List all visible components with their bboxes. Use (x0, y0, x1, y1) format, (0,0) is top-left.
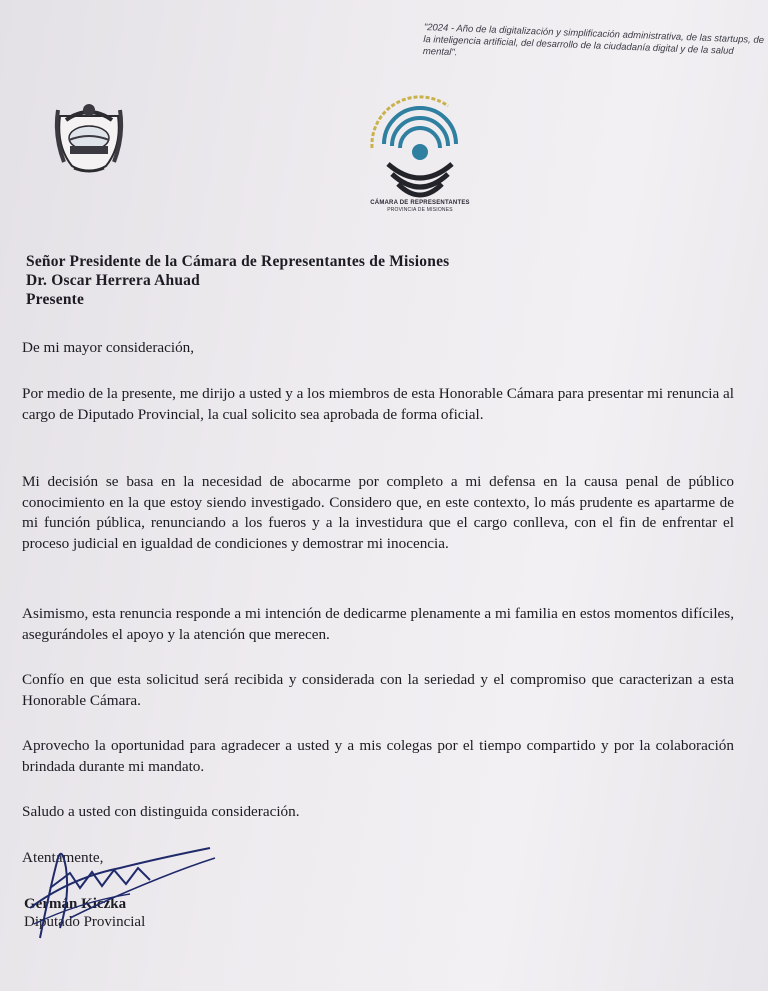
paragraph-1: Por medio de la presente, me dirijo a usted y a los miembros de esta Honorable Cámara para presentar mi renuncia al cargo de Diputado Provincial, la cual solicito sea aprobada de forma oficial. (22, 385, 734, 423)
chamber-logo-caption (352, 200, 488, 213)
signatory-role: Diputado Provincial (24, 914, 146, 930)
regards: Atentamente, (22, 849, 104, 866)
paragraph-2: Mi decisión se basa en la necesidad de abocarme por completo a mi defensa en la causa penal de público conocimiento en la que estoy siendo investigado. Considero que, en este contexto, lo más prudente es apartarme de mi función pública, renunciando a los fueros y a la investidura que el cargo conlleva, con el fin de enfrentar el proceso judicial en igualdad de condiciones y demostrar mi inocencia. (22, 473, 734, 552)
closing-line: Saludo a usted con distinguida consideración. (22, 803, 300, 820)
handwritten-signature-icon (10, 828, 230, 948)
addressee-name: Dr. Oscar Herrera Ahuad (26, 272, 200, 289)
addressee-title: Señor Presidente de la Cámara de Representantes de Misiones (26, 253, 450, 270)
chamber-logo-icon (358, 90, 482, 216)
signatory-name: Germán Kiczka (24, 896, 127, 912)
logo-caption-line2: PROVINCIA DE MISIONES (387, 207, 453, 213)
official-year-motto: "2024 - Año de la digitalización y simplificación administrativa, de las startups, de la inteligencia artificial, del desarrollo de la ciudadanía digital y de la salud mental". (422, 22, 765, 59)
paragraph-5: Aprovecho la oportunidad para agradecer a usted y a mis colegas por el tiempo compartido y por la colaboración brindada durante mi mandato. (22, 737, 734, 775)
logo-caption-line1: CÁMARA DE REPRESENTANTES (370, 200, 470, 206)
salutation: De mi mayor consideración, (22, 339, 195, 356)
addressee-presente: Presente (26, 291, 85, 308)
addressee-block (26, 252, 449, 309)
paragraph-4: Confío en que esta solicitud será recibida y considerada con la seriedad y el compromiso que caracterizan a esta Honorable Cámara. (22, 671, 734, 709)
province-crest-icon (52, 96, 126, 176)
paragraph-3: Asimismo, esta renuncia responde a mi intención de dedicarme plenamente a mi familia en estos momentos difíciles, asegurándoles el apoyo y la atención que merecen. (22, 605, 734, 643)
